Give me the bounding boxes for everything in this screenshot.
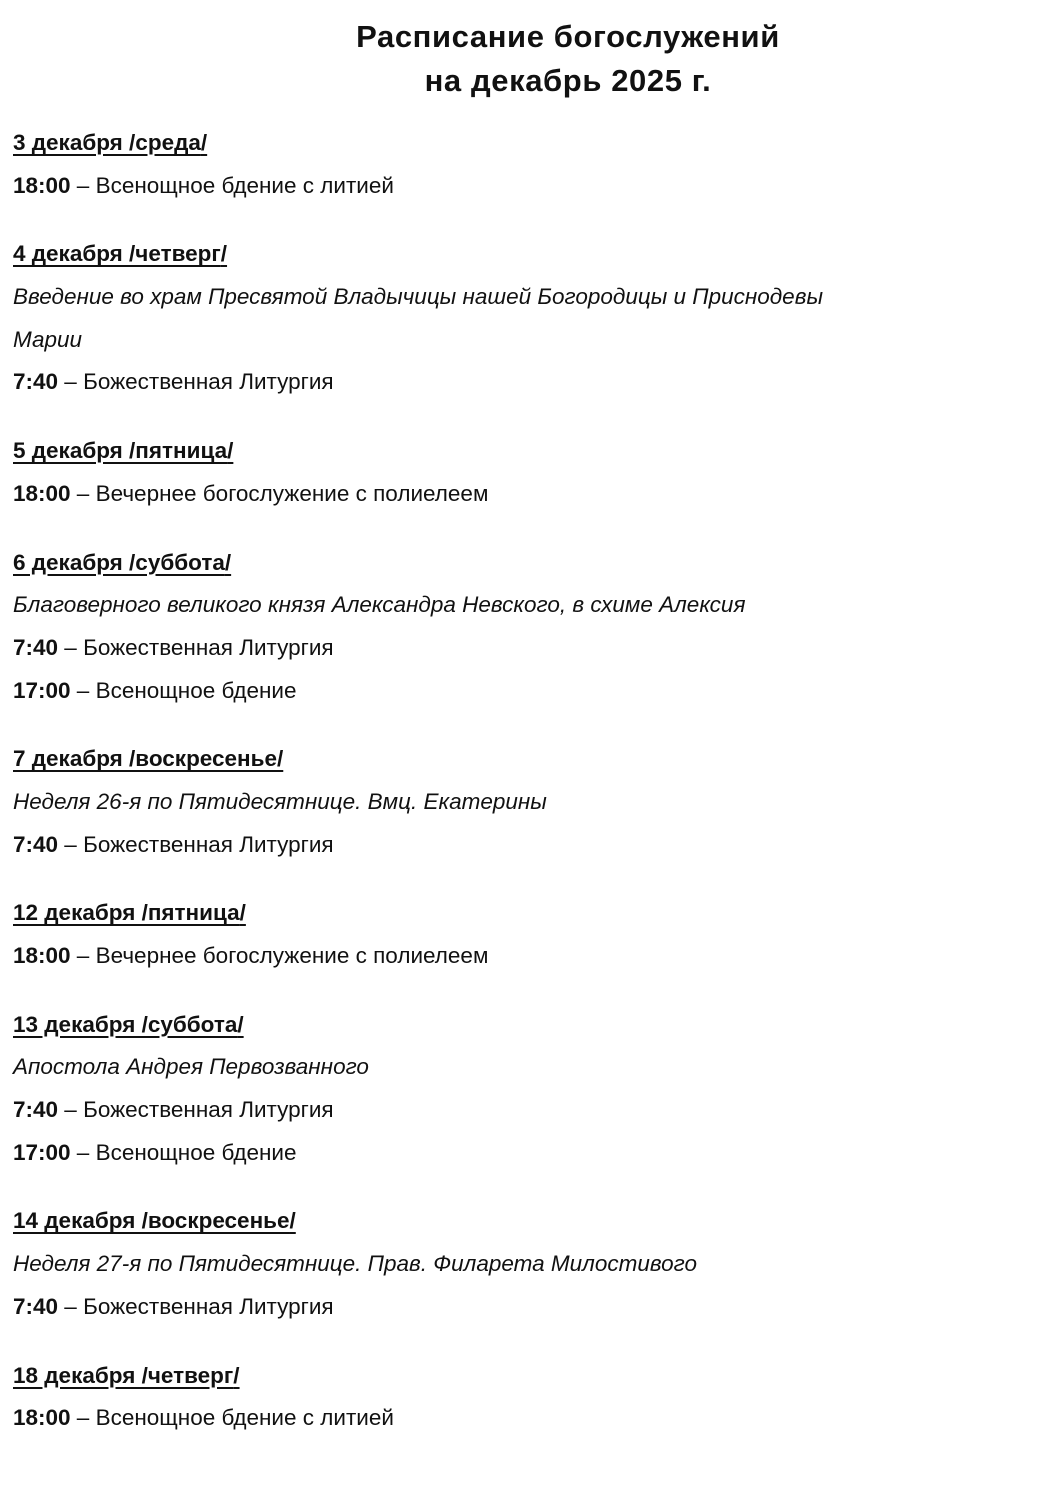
- date-closing-slash: /: [239, 900, 246, 926]
- service-entry: [13, 1089, 1043, 1132]
- day-date: 18 декабря /четверг: [13, 1362, 234, 1388]
- service-time: 18:00: [13, 1405, 71, 1431]
- schedule-day: [13, 892, 1043, 977]
- service-time: 18:00: [13, 943, 71, 968]
- schedule-day: [13, 1355, 1043, 1440]
- service-description: – Божественная Литургия: [58, 831, 334, 857]
- feast-name: Введение во храм Пресвятой Владычицы нашей Богородицы и Приснодевы: [13, 284, 823, 310]
- feast-name: Неделя 26-я по Пятидесятнице. Вмц. Екатерины: [13, 788, 547, 814]
- service-entry: [13, 1286, 1043, 1329]
- schedule-day: [13, 233, 1043, 404]
- day-date: 3 декабря /среда: [13, 130, 201, 155]
- service-description: – Вечернее богослужение с полиелеем: [70, 943, 489, 968]
- date-closing-slash: /: [224, 549, 232, 575]
- title-line-1: Расписание богослужений: [356, 19, 780, 54]
- day-date: 4 декабря /четверг: [13, 241, 221, 267]
- service-time: 7:40: [13, 369, 59, 395]
- service-time: 17:00: [13, 1139, 71, 1165]
- service-time: 7:40: [13, 831, 59, 857]
- feast-name: Неделя 27-я по Пятидесятнице. Прав. Филарета Милостивого: [13, 1251, 697, 1277]
- feast-name: Марии: [13, 326, 83, 352]
- service-description: – Всенощное бдение: [70, 1139, 297, 1165]
- service-description: – Всенощное бдение с литией: [70, 172, 394, 198]
- date-closing-slash: /: [237, 1011, 244, 1037]
- day-date: 13 декабря /суббота: [13, 1011, 238, 1037]
- schedule-day: [13, 122, 1043, 207]
- date-closing-slash: /: [220, 241, 228, 267]
- date-closing-slash: /: [233, 1362, 240, 1388]
- schedule-day: [13, 430, 1043, 515]
- service-time: 7:40: [13, 1097, 59, 1123]
- service-entry: [13, 473, 1043, 516]
- schedule-day: [13, 1004, 1043, 1175]
- date-closing-slash: /: [277, 746, 284, 772]
- day-date: 7 декабря /воскресенье: [13, 746, 277, 772]
- schedule-list: [13, 122, 1043, 1466]
- date-closing-slash: /: [200, 130, 208, 155]
- service-time: 7:40: [13, 1293, 59, 1319]
- service-time: 7:40: [13, 634, 59, 660]
- service-description: – Всенощное бдение: [70, 677, 297, 703]
- title-line-2: на декабрь 2025 г.: [424, 63, 712, 98]
- service-description: – Божественная Литургия: [58, 634, 334, 660]
- service-description: – Божественная Литургия: [58, 369, 334, 395]
- page-title: [0, 15, 1061, 103]
- day-date: 5 декабря /пятница: [13, 438, 228, 464]
- service-entry: [13, 670, 1043, 713]
- service-time: 17:00: [13, 677, 71, 703]
- service-entry: [13, 824, 1043, 867]
- schedule-day: [13, 542, 1043, 713]
- service-description: – Вечернее богослужение с полиелеем: [70, 480, 489, 506]
- date-closing-slash: /: [227, 438, 234, 464]
- schedule-day: [13, 1200, 1043, 1328]
- schedule-day: [13, 738, 1043, 866]
- service-time: 18:00: [13, 172, 71, 198]
- service-entry: [13, 361, 1043, 404]
- day-date: 12 декабря /пятница: [13, 900, 240, 926]
- service-description: – Божественная Литургия: [58, 1097, 334, 1123]
- service-entry: [13, 1397, 1043, 1440]
- service-description: – Божественная Литургия: [58, 1293, 334, 1319]
- day-date: 6 декабря /суббота: [13, 549, 225, 575]
- feast-name: Благоверного великого князя Александра Невского, в схиме Алексия: [13, 592, 746, 618]
- service-entry: [13, 165, 1043, 208]
- service-entry: [13, 1132, 1043, 1175]
- service-description: – Всенощное бдение с литией: [70, 1405, 394, 1431]
- feast-name: Апостола Андрея Первозванного: [13, 1054, 369, 1080]
- service-entry: [13, 935, 1043, 978]
- date-closing-slash: /: [289, 1208, 296, 1234]
- day-date: 14 декабря /воскресенье: [13, 1208, 290, 1234]
- service-entry: [13, 627, 1043, 670]
- service-time: 18:00: [13, 480, 71, 506]
